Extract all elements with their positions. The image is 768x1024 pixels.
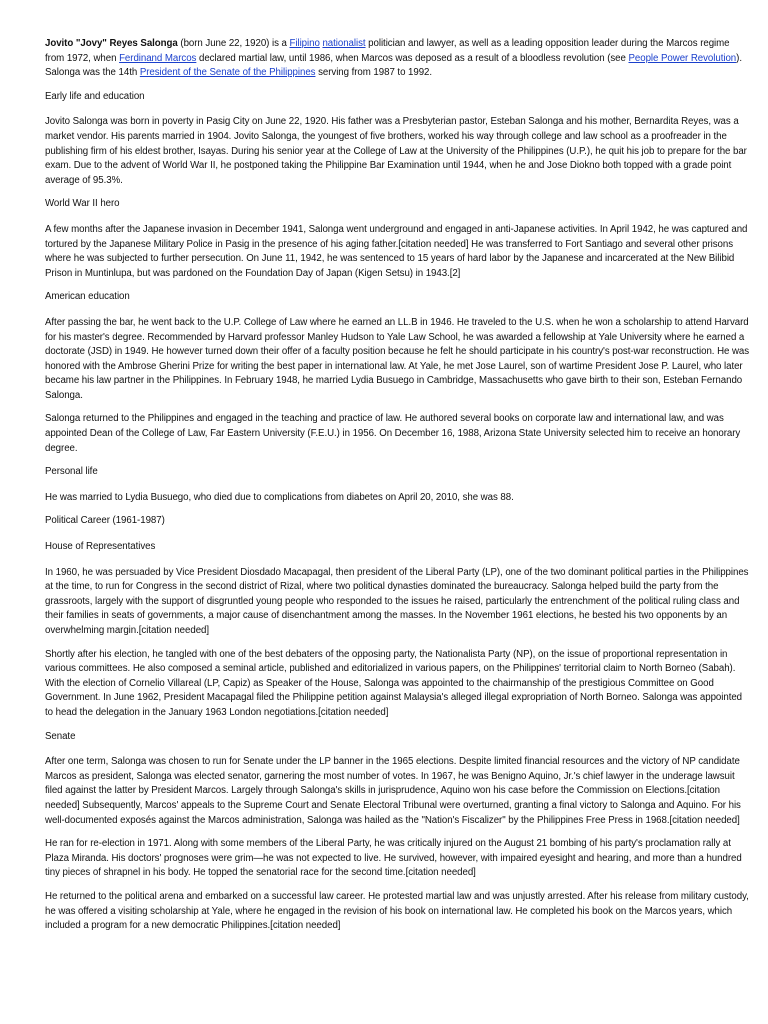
para-house-1960: In 1960, he was persuaded by Vice President Diosdado Macapagal, then president of the Liberal Party (LP), one of the two dominant political parties in the Philippines at the time, to run for Congress in the second district of Rizal, where two political dynasties dominated the bureaucracy. Salonga helped build the party from the grassroots, largely with the support of disgruntled young people who responded to the issues he raised, particularly the entrenchment of the political ruling class and their families in seats of governments, a major cause of disenchantment among the masses. In the November 1961 elections, he bested his two opponents by an overwhelming margin.[citation needed] [45,566,749,636]
link-filipino[interactable]: Filipino [289,38,320,49]
link-people-power-revolution[interactable]: People Power Revolution [628,52,737,64]
para-senate-1965: After one term, Salonga was chosen to run for Senate under the LP banner in the 1965 elections. Despite limited financial resources and the victory of NP candidate Marcos as president, Salonga was elected senator, garnering the most number of votes. In 1967, he was Benigno Aquino, Jr.'s chief lawyer in the underage lawsuit filed against the latter by President Marcos. Largely through Salonga's skills in jurisprudence, Aquino won his case before the Commission on Elections.[citation needed] Subsequently, Marcos' appeals to the Supreme Court and Senate Electoral Tribunal were overturned, granting a final victory to Salonga and Aquino. For his well-documented exposés against the Marcos administration, Salonga was hailed as the "Nation's Fiscalizer" by the Philippines Free Press in 1968.[citation needed] [45,756,741,826]
intro-text-3: politician and lawyer, as well as a leading opposition leader during the Marcos regime from 1972, when [45,38,730,64]
para-world-war: A few months after the Japanese invasion in December 1941, Salonga went underground and engaged in anti-Japanese activities. In April 1942, he was captured and tortured by the Japanese Military Police in Pasig in the presence of his aging father.[citation needed] He was transferred to Fort Santiago and several other prisons where he was subjected to further persecution. On June 11, 1942, he was sentenced to 15 years of hard labor by the Japanese and incarcerated at the New Bilibid Prison in Muntinlupa, but was pardoned on the Foundation Day of Japan (Kigen Setsu) in 1943.[2] [45,223,748,279]
link-ferdinand-marcos[interactable]: Ferdinand Marcos [119,52,197,64]
intro-text-4: declared martial law, until 1986, when Marcos was deposed as a result of a bloodless revolution (see [196,52,629,64]
link-senate-president[interactable]: President of the Senate of the Philippines [139,67,316,79]
article-body [45,90,750,934]
heading-early-life: Early life and education [45,90,145,102]
para-house-debates: Shortly after his election, he tangled with one of the best debaters of the opposing party, the Nationalista Party (NP), on the issue of proportional representation in various committees. He also composed a seminal article, published and editorialized in various papers, on the Philippines' territorial claim to North Borneo (Sabah). With the election of Cornelio Villareal (LP, Capiz) as Speaker of the House, Salonga was appointed to the chairmanship of the prestigious Committee on Good Government. In June 1962, President Macapagal filed the Philippine petition against Malaysia's alleged illegal expropriation of North Borneo. Salonga was appointed to head the delegation in the January 1963 London negotiations.[citation needed] [45,648,743,718]
heading-american-education: American education [45,291,130,303]
para-early-life: Jovito Salonga was born in poverty in Pasig City on June 22, 1920. His father was a Presbyterian pastor, Esteban Salonga and his mother, Bernardita Reyes, was a market vendor. His parents married in 1904. Jovito Salonga, the youngest of five brothers, worked his way through college and law school as a proofreader in the publishing firm of his eldest brother, Isayas. During his senior year at the College of Law at the University of the Philippines (U.P.), he quit his job to prepare for the bar exam. Due to the advent of World War II, he postponed taking the Philippine Bar Examination until 1944, when he and Jose Diokno both topped with a grade point average of 95.3%. [45,116,747,186]
intro-text-5: ). Salonga was the 14th [45,52,742,79]
heading-political-career: Political Career (1961-1987) [45,515,165,527]
intro-text-6: serving from 1987 to 1992. [315,67,433,79]
heading-personal-life: Personal life [45,466,98,478]
para-return-politics: He returned to the political arena and embarked on a successful law career. He protested martial law and was unjustly arrested. After his release from military custody, he was offered a visiting scholarship at Yale, where he engaged in the revision of his book on international law. He completed his book on the Marcos years, which included a program for a new democratic Philippines.[citation needed] [45,890,749,932]
heading-house: House of Representatives [45,541,156,553]
para-american-education: After passing the bar, he went back to the U.P. College of Law where he earned an LL.B in 1946. He traveled to the U.S. when he won a scholarship to attend Harvard for his master's degree. Recommended by Harvard professor Manley Hudson to Yale Law School, he was awarded a fellowship at Yale University where he earned a doctorate (JSD) in 1949. He however turned down their offer of a faculty position because he felt he should participate in his country's post-war reconstruction. He was honored with the Ambrose Gherini Prize for writing the best paper in international law. At Yale, he met Jose Laurel, son of wartime President Jose P. Laurel, who later became his law partner in the Philippines. In February 1948, he married Lydia Busuego in Cambridge, Massachusetts who gave birth to their son, Esteban Fernando Salonga. [45,316,750,401]
para-personal-life: He was married to Lydia Busuego, who died due to complications from diabetes on April 20, 2010, she was 88. [45,491,514,503]
heading-world-war: World War II hero [45,198,120,210]
para-senate-1971: He ran for re-election in 1971. Along with some members of the Liberal Party, he was critically injured on the August 21 bombing of his party's proclamation rally at Plaza Miranda. His doctors' prognoses were grim—he was not expected to live. He survived, however, with impaired eyesight and hearing, and more than a hundred tiny pieces of shrapnel in his body. He topped the senatorial race for the second time.[citation needed] [45,838,742,879]
intro-paragraph [45,37,750,81]
para-return-philippines: Salonga returned to the Philippines and engaged in the teaching and practice of law. He authored several books on corporate law and international law, and was appointed Dean of the College of Law, Far Eastern University (F.E.U.) in 1956. On December 16, 1988, Arizona State University selected him to receive an honorary degree. [45,413,741,454]
heading-senate: Senate [45,730,76,742]
subject-name: Jovito "Jovy" Reyes Salonga [45,38,178,49]
link-nationalist[interactable]: nationalist [322,38,366,49]
intro-text-1: (born June 22, 1920) is a [177,38,290,49]
